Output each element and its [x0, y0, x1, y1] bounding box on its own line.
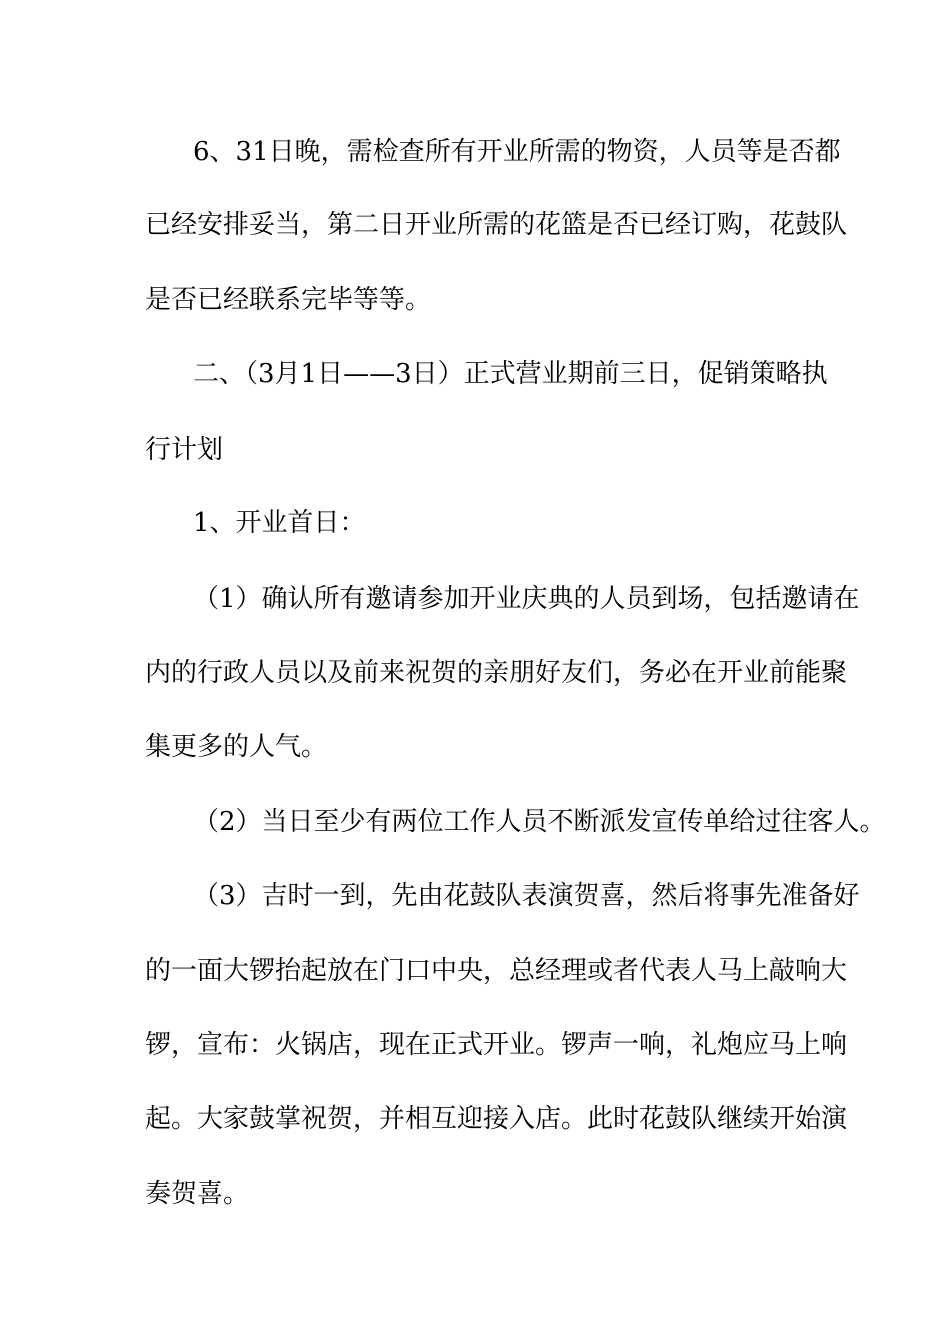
- item-1-line-2: 内的行政人员以及前来祝贺的亲朋好友们，务必在开业前能聚: [145, 658, 848, 688]
- item-3-line-5: 奏贺喜。: [145, 1179, 250, 1209]
- text-line-1: 6、31日晚，需检查所有开业所需的物资，人员等是否都: [193, 137, 841, 167]
- item-3-line-3: 锣，宣布：火锅店，现在正式开业。锣声一响，礼炮应马上响: [145, 1030, 848, 1060]
- item-3-line-4: 起。大家鼓掌祝贺，并相互迎接入店。此时花鼓队继续开始演: [145, 1104, 848, 1134]
- subheading-opening-day: 1、开业首日：: [193, 508, 366, 538]
- item-3-line-1: （3）吉时一到，先由花鼓队表演贺喜，然后将事先准备好: [193, 881, 860, 911]
- section-heading-line-1: 二、（3月1日——3日）正式营业期前三日，促销策略执: [193, 359, 828, 389]
- text-line-2: 已经安排妥当，第二日开业所需的花篮是否已经订购，花鼓队: [145, 210, 848, 240]
- item-2-line-1: （2）当日至少有两位工作人员不断派发宣传单给过往客人。: [193, 807, 886, 837]
- item-3-line-2: 的一面大锣抬起放在门口中央，总经理或者代表人马上敲响大: [145, 956, 848, 986]
- item-1-line-1: （1）确认所有邀请参加开业庆典的人员到场，包括邀请在: [193, 584, 860, 614]
- section-heading-line-2: 行计划: [145, 435, 224, 465]
- text-line-3: 是否已经联系完毕等等。: [145, 285, 432, 315]
- item-1-line-3: 集更多的人气。: [145, 732, 328, 762]
